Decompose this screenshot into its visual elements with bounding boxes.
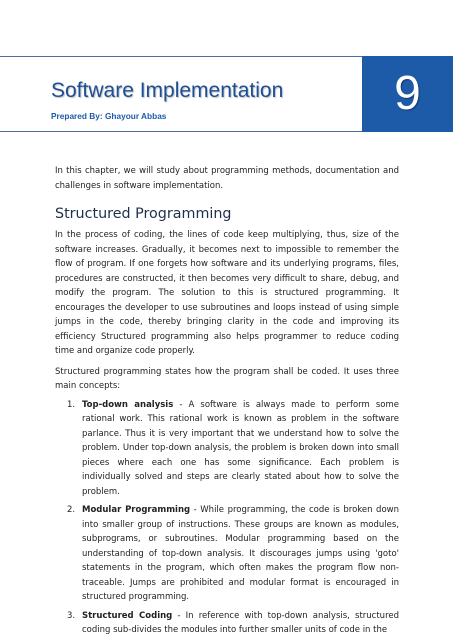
- body-paragraph-1: In the process of coding, the lines of code keep multiplying, thus, size of the software increases. Gradually, it becomes next to impossible to remember the flow of program. If one forgets how software and its underlying programs, files, procedures are constructed, it then becomes very difficult to share, debug, and modify the program. The solution to this is structured programming. It encourages the developer to use subroutines and loops instead of using simple jumps in the code, thereby bringing clarity in the code and improving its efficiency Structured programming also helps programmer to reduce coding time and organize code properly.: [55, 230, 399, 356]
- chapter-title: Software Implementation: [51, 79, 284, 102]
- section-heading: Structured Programming: [55, 206, 232, 222]
- list-item-number: 2.: [67, 505, 76, 515]
- intro-paragraph: In this chapter, we will study about programming methods, documentation and challenges in software implementation.: [55, 166, 399, 191]
- header-bottom-rule: [0, 131, 362, 132]
- list-item-term: Modular Programming: [82, 505, 191, 515]
- list-item: [55, 503, 399, 605]
- concepts-list: [55, 398, 399, 638]
- list-item-text: - While programming, the code is broken down into smaller group of instructions. These groups are known as modules, subprograms, or subroutines. Modular programming based on the understanding of top-down analysis. It discourages jumps using 'goto' statements in the program, which often makes the program flow non-traceable. Jumps are prohibited and modular format is encouraged in structured programming.: [82, 505, 399, 602]
- chapter-number-box: [362, 56, 453, 132]
- list-item-number: 3.: [67, 610, 76, 621]
- list-item-text: - A software is always made to perform some rational work. This rational work is known as problem in the software parlance. Thus it is very important that we understand how to solve the problem. Under top-down analysis, the problem is broken down into small pieces where each one has some significance. Each problem is individually solved and steps are clearly stated about how to solve the problem.: [82, 399, 400, 497]
- page-content: [55, 164, 399, 642]
- list-item-number: 1.: [67, 399, 76, 410]
- list-item: [55, 398, 399, 500]
- list-item-term: Top-down analysis: [82, 399, 174, 410]
- author-line: Prepared By: Ghayour Abbas: [51, 111, 167, 121]
- list-item-term: Structured Coding: [82, 610, 173, 621]
- list-item-text: - In reference with top-down analysis, structured coding sub-divides the modules into further smaller units of code in the: [82, 610, 400, 635]
- header-top-rule: [0, 56, 362, 57]
- list-item: [55, 609, 399, 638]
- chapter-number: 9: [394, 67, 421, 120]
- body-paragraph-2: Structured programming states how the program shall be coded. It uses three main concepts:: [55, 366, 399, 391]
